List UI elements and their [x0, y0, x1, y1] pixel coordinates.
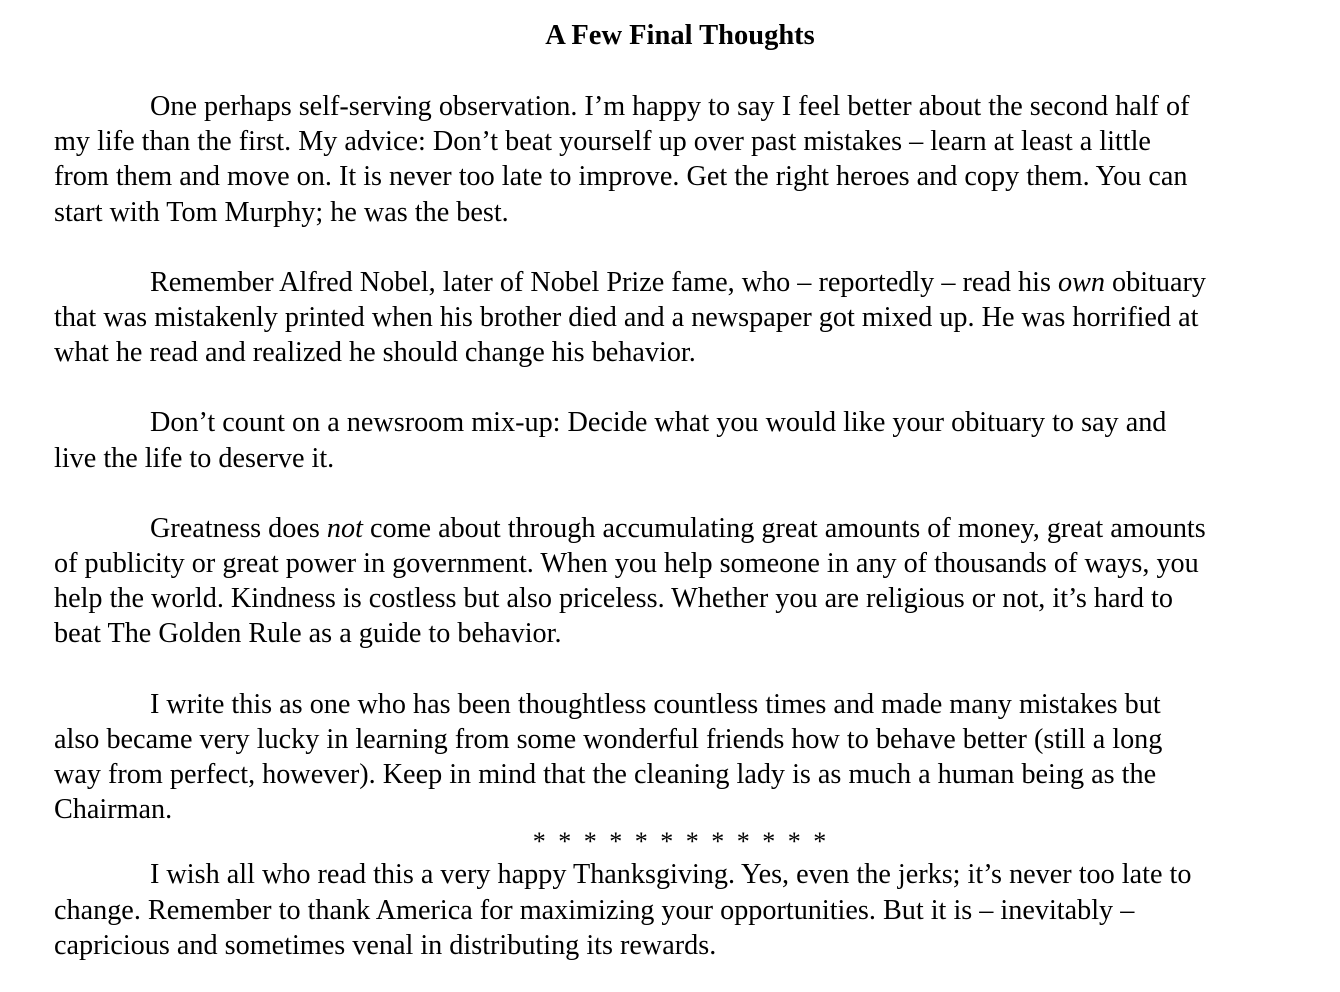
paragraph-line: I wish all who read this a very happy Thanksgiving. Yes, even the jerks; it’s never too late to [150, 859, 1192, 891]
text-run: Remember Alfred Nobel, later of Nobel Prize fame, who – reportedly – read his [150, 266, 1058, 298]
spacer [54, 476, 1304, 511]
paragraph-alfred-nobel [54, 265, 1304, 371]
spacer [54, 370, 1304, 405]
section-separator: * * * * * * * * * * * * [532, 827, 830, 857]
spacer [54, 230, 1304, 265]
emphasis-text: own [1057, 266, 1105, 298]
page-title: A Few Final Thoughts [545, 20, 815, 51]
paragraph-thanksgiving [54, 857, 1304, 963]
emphasis-text: not [326, 512, 363, 544]
paragraph-line [54, 265, 1304, 300]
paragraph-greatness [54, 511, 1304, 652]
document-page [54, 18, 1304, 963]
spacer [54, 652, 1304, 687]
text-run: obituary [1104, 266, 1206, 298]
paragraph-newsroom-mixup [54, 405, 1304, 475]
paragraph-line: from them and move on. It is never too late to improve. Get the right heroes and copy them. You can [54, 161, 1188, 193]
paragraph-line: my life than the first. My advice: Don’t beat yourself up over past mistakes – learn at least a little [54, 126, 1151, 158]
paragraph-line: capricious and sometimes venal in distributing its rewards. [54, 929, 717, 961]
paragraph-line: change. Remember to thank America for maximizing your opportunities. But it is – inevitably – [54, 894, 1135, 926]
paragraph-line: Don’t count on a newsroom mix-up: Decide what you would like your obituary to say and [150, 407, 1167, 439]
paragraph-line: One perhaps self-serving observation. I’m happy to say I feel better about the second half of [150, 91, 1190, 122]
spacer [54, 54, 1304, 89]
paragraph-line: of publicity or great power in government. When you help someone in any of thousands of ways, you [54, 548, 1199, 580]
paragraph-line: that was mistakenly printed when his brother died and a newspaper got mixed up. He was horrified at [54, 302, 1199, 334]
text-run: come about through accumulating great amounts of money, great amounts [362, 512, 1206, 544]
paragraph-line: live the life to deserve it. [54, 442, 335, 474]
paragraph-line: also became very lucky in learning from some wonderful friends how to behave better (still a long [54, 723, 1163, 755]
paragraph-line: I write this as one who has been thoughtless countless times and made many mistakes but [150, 688, 1161, 720]
paragraph-self-serving-observation [54, 89, 1304, 230]
paragraph-thoughtless [54, 687, 1304, 828]
paragraph-line [54, 511, 1304, 546]
paragraph-line: help the world. Kindness is costless but also priceless. Whether you are religious or not, it’s hard to [54, 583, 1173, 615]
paragraph-line: start with Tom Murphy; he was the best. [54, 196, 509, 228]
text-run: Greatness does [150, 512, 327, 544]
paragraph-line: Chairman. [54, 794, 173, 826]
paragraph-line: what he read and realized he should change his behavior. [54, 337, 696, 369]
paragraph-line: beat The Golden Rule as a guide to behavior. [54, 618, 562, 650]
paragraph-line: way from perfect, however). Keep in mind that the cleaning lady is as much a human being as the [54, 759, 1157, 791]
